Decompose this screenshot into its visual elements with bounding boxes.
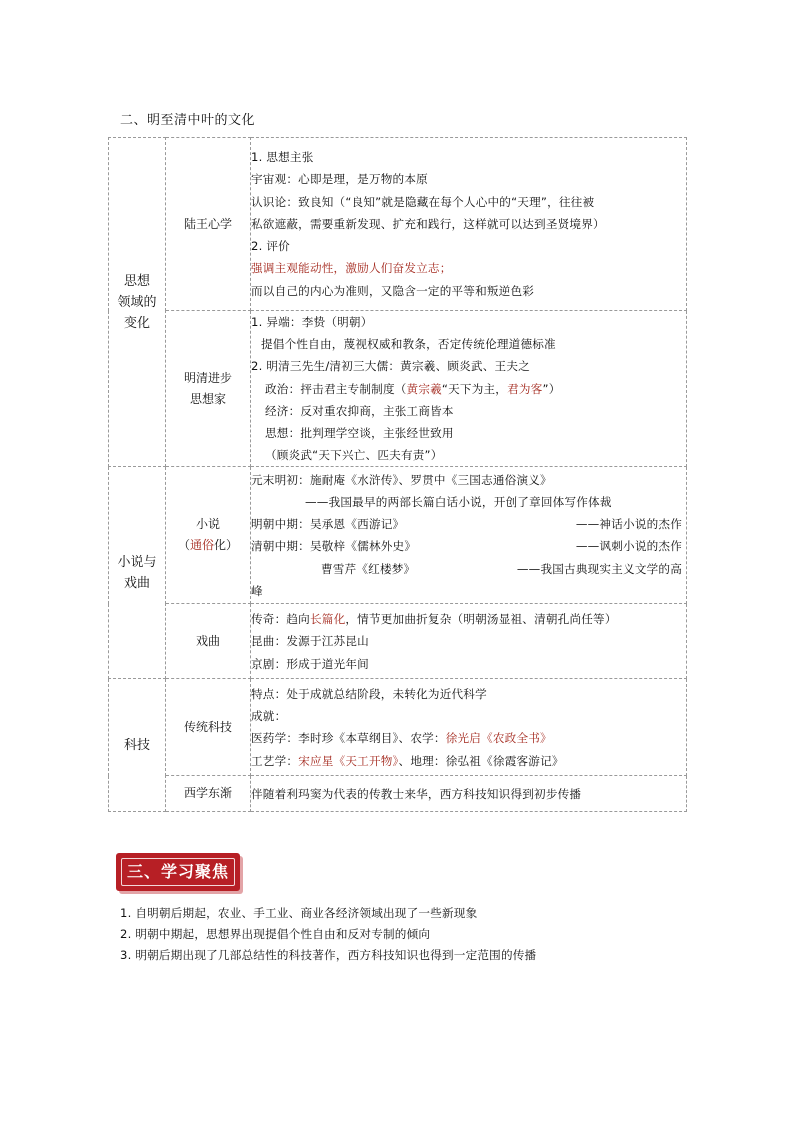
category-tech: 科技 (109, 679, 166, 812)
subcategory-traditional-tech: 传统科技 (166, 679, 251, 776)
list-item: 3. 明朝后期出现了几部总结性的科技著作，西方科技知识也得到一定范围的传播 (120, 948, 537, 962)
content-western: 伴随着利玛窦为代表的传教士来华，西方科技知识得到初步传播 (251, 776, 687, 812)
table-row (109, 604, 687, 679)
content-novel: 元末明初：施耐庵《水浒传》、罗贯中《三国志通俗演义》 ——我国最早的两部长篇白话小说，开创了章回体写作体裁 明朝中期：吴承恩《西游记》 ——神话小说的杰作 清朝中期：吴敬梓《儒林外史》 ——讽刺小说的杰作 曹雪芹《红楼梦》 ——我国古典现实主义文学的高 峰 (251, 467, 687, 604)
table-row (109, 467, 687, 604)
content-traditional-tech: 特点：处于成就总结阶段，未转化为近代科学 成就： 医药学：李时珍《本草纲目》、农学：徐光启《农政全书》 工艺学：宋应星《天工开物》、地理：徐弘祖《徐霞客游记》 (251, 679, 687, 776)
category-thought: 思想 领域的 变化 (109, 138, 166, 467)
list-item: 2. 明朝中期起，思想界出现提倡个性自由和反对专制的倾向 (120, 927, 431, 941)
section-title: 二、明至清中叶的文化 (120, 113, 256, 128)
section-badge (116, 853, 240, 891)
subcategory-drama: 戏曲 (166, 604, 251, 679)
subcategory-progressive: 明清进步 思想家 (166, 311, 251, 467)
content-drama: 传奇：趋向长篇化，情节更加曲折复杂（明朝汤显祖、清朝孔尚任等） 昆曲：发源于江苏昆山 京剧：形成于道光年间 (251, 604, 687, 679)
table-row (109, 776, 687, 812)
content-progressive: 1. 异端：李贽（明朝） 提倡个性自由，蔑视权威和教条，否定传统伦理道德标准 2. 明清三先生/清初三大儒：黄宗羲、顾炎武、王夫之 政治：抨击君主专制制度（黄宗羲“天下为主，君为客”） 经济：反对重农抑商，主张工商皆本 思想：批判理学空谈，主张经世致用 （顾炎武“天下兴亡、匹夫有责”） (251, 311, 687, 467)
subcategory-western: 西学东渐 (166, 776, 251, 812)
content-luwang: 1. 思想主张 宇宙观：心即是理，是万物的本原 认识论：致良知（“良知”就是隐藏在每个人心中的“天理”，往往被 私欲遮蔽，需要重新发现、扩充和践行，这样就可以达到圣贤境界） 2. 评价 强调主观能动性，激励人们奋发立志； 而以自己的内心为准则，又隐含一定的平等和叛逆色彩 (251, 138, 687, 311)
section-badge-label: 三、学习聚焦 (121, 858, 235, 886)
subcategory-novel: 小说 （通俗化） (166, 467, 251, 604)
culture-table (108, 137, 687, 812)
category-fiction: 小说与 戏曲 (109, 467, 166, 679)
table-row (109, 679, 687, 776)
list-item: 1. 自明朝后期起，农业、手工业、商业各经济领域出现了一些新现象 (120, 906, 478, 920)
focus-list (120, 903, 700, 966)
table-row (109, 311, 687, 467)
table-row (109, 138, 687, 311)
subcategory-luwang: 陆王心学 (166, 138, 251, 311)
